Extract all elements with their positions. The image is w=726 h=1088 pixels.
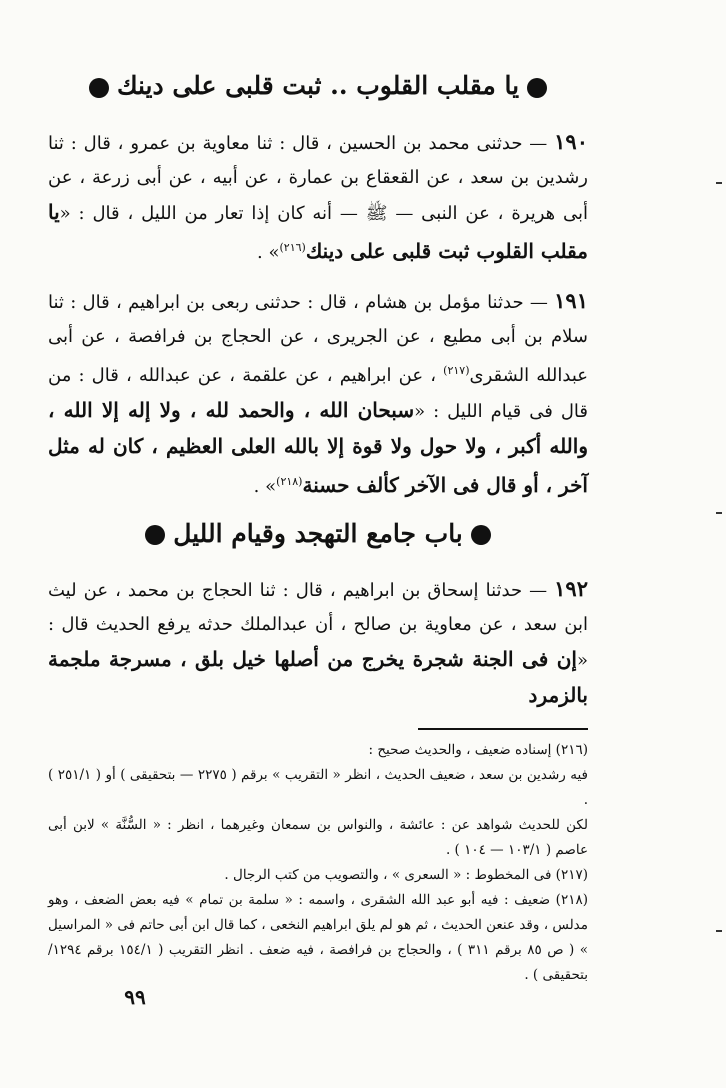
- margin-mark: [716, 182, 722, 184]
- hadith-matn: يا مقلب القلوب ثبت قلبى على دينك: [48, 199, 588, 263]
- margin-mark: [716, 512, 722, 514]
- heading-text: باب جامع التهجد وقيام الليل: [173, 518, 463, 548]
- heading-text: يا مقلب القلوب .. ثبت قلبى على دينك: [116, 71, 520, 100]
- footnote: (٢١٨) ضعيف : فيه أبو عبد الله الشقرى ، واسمه : « سلمة بن تمام » فيه بعض الضعف ، وهو مدلس ، وقد عنعن الحديث ، ثم هو لم يلق ابراهيم النخعى ، كما قال ابن أبى حاتم فى « المراسيل » ( ص ٨٥ برقم ٣١١ ) ، والحجاج بن فرافصة ، فيه ضعف . انظر التقريب ( ١٥٤/١ برقم ١٢٩٤/بتحقيقى ) .: [48, 892, 588, 983]
- hadith-matn: سبحان الله ، والحمد لله ، ولا إله إلا الله ، والله أكبر ، ولا حول ولا قوة إلا بالله العلى العظيم ، كان له مثل آخر ، أو قال فى الآخر كألف حسنة: [48, 397, 588, 497]
- footnote: لكن للحديث شواهد عن : عائشة ، والنواس بن سمعان وغيرهما ، انظر : « السُّنَّة » لابن أبى عاصم ( ١٠٣/١ — ١٠٤ ) .: [48, 817, 588, 858]
- hadith-192: [48, 572, 588, 714]
- page-number: ٩٩: [124, 985, 146, 1009]
- hadith-text: — حدثنا إسحاق بن ابراهيم ، قال : ثنا الحجاج بن محمد ، عن ليث ابن سعد ، عن معاوية بن صالح ، أن عبدالملك حدثه يرفع الحديث قال : «: [48, 580, 588, 671]
- hadith-number: ١٩١: [554, 287, 588, 313]
- footnote-ref: (٢١٨): [276, 474, 303, 488]
- hadith-end: » .: [253, 475, 277, 497]
- hadith-191: [48, 284, 588, 504]
- hadith-text: — حدثنى محمد بن الحسين ، قال : ثنا معاوية بن عمرو ، قال : ثنا رشدين بن سعد ، عن القعقاع بن عمارة ، عن أبيه ، عن أبى زرعة ، عن أبى هريرة ، عن النبى — ﷺ — أنه كان إذا تعار من الليل ، قال : «: [48, 132, 588, 224]
- bullet-icon: [527, 78, 547, 98]
- hadith-text: ، عن ابراهيم ، عن علقمة ، عن عبدالله ، قال : من قال فى قيام الليل : «: [48, 364, 588, 422]
- hadith-number: ١٩٠: [554, 128, 588, 154]
- footnote: فيه رشدين بن سعد ، ضعيف الحديث ، انظر « التقريب » برقم ( ٢٢٧٥ — بتحقيقى ) أو ( ٢٥١/١ ) .: [48, 767, 588, 808]
- footnotes: [48, 738, 588, 988]
- hadith-end: » .: [257, 241, 280, 263]
- section-heading-1: [48, 70, 588, 103]
- footnote-ref: (٢١٧): [443, 363, 470, 377]
- margin-mark: [716, 930, 722, 932]
- hadith-190: [48, 125, 588, 270]
- hadith-text: — حدثنا مؤمل بن هشام ، قال : حدثنى ربعى بن ابراهيم ، قال : ثنا سلام بن أبى مطيع ، عن الجريرى ، عن الحجاج بن فرافصة ، عن أبى عبدالله الشقرى: [48, 291, 588, 386]
- page-body: [48, 70, 588, 988]
- footnote: (٢١٦) إسناده ضعيف ، والحديث صحيح :: [368, 742, 588, 758]
- footnote: (٢١٧) فى المخطوط : « السعرى » ، والتصويب من كتب الرجال .: [224, 867, 588, 883]
- bullet-icon: [145, 525, 165, 545]
- bullet-icon: [89, 78, 109, 98]
- bullet-icon: [471, 525, 491, 545]
- hadith-matn: إن فى الجنة شجرة يخرج من أصلها خيل بلق ، مسرجة ملجمة بالزمرد: [48, 647, 588, 707]
- section-heading-2: [48, 518, 588, 551]
- hadith-number: ١٩٢: [554, 576, 588, 601]
- footnote-divider: [418, 728, 588, 730]
- footnote-ref: (٢١٦): [279, 240, 306, 254]
